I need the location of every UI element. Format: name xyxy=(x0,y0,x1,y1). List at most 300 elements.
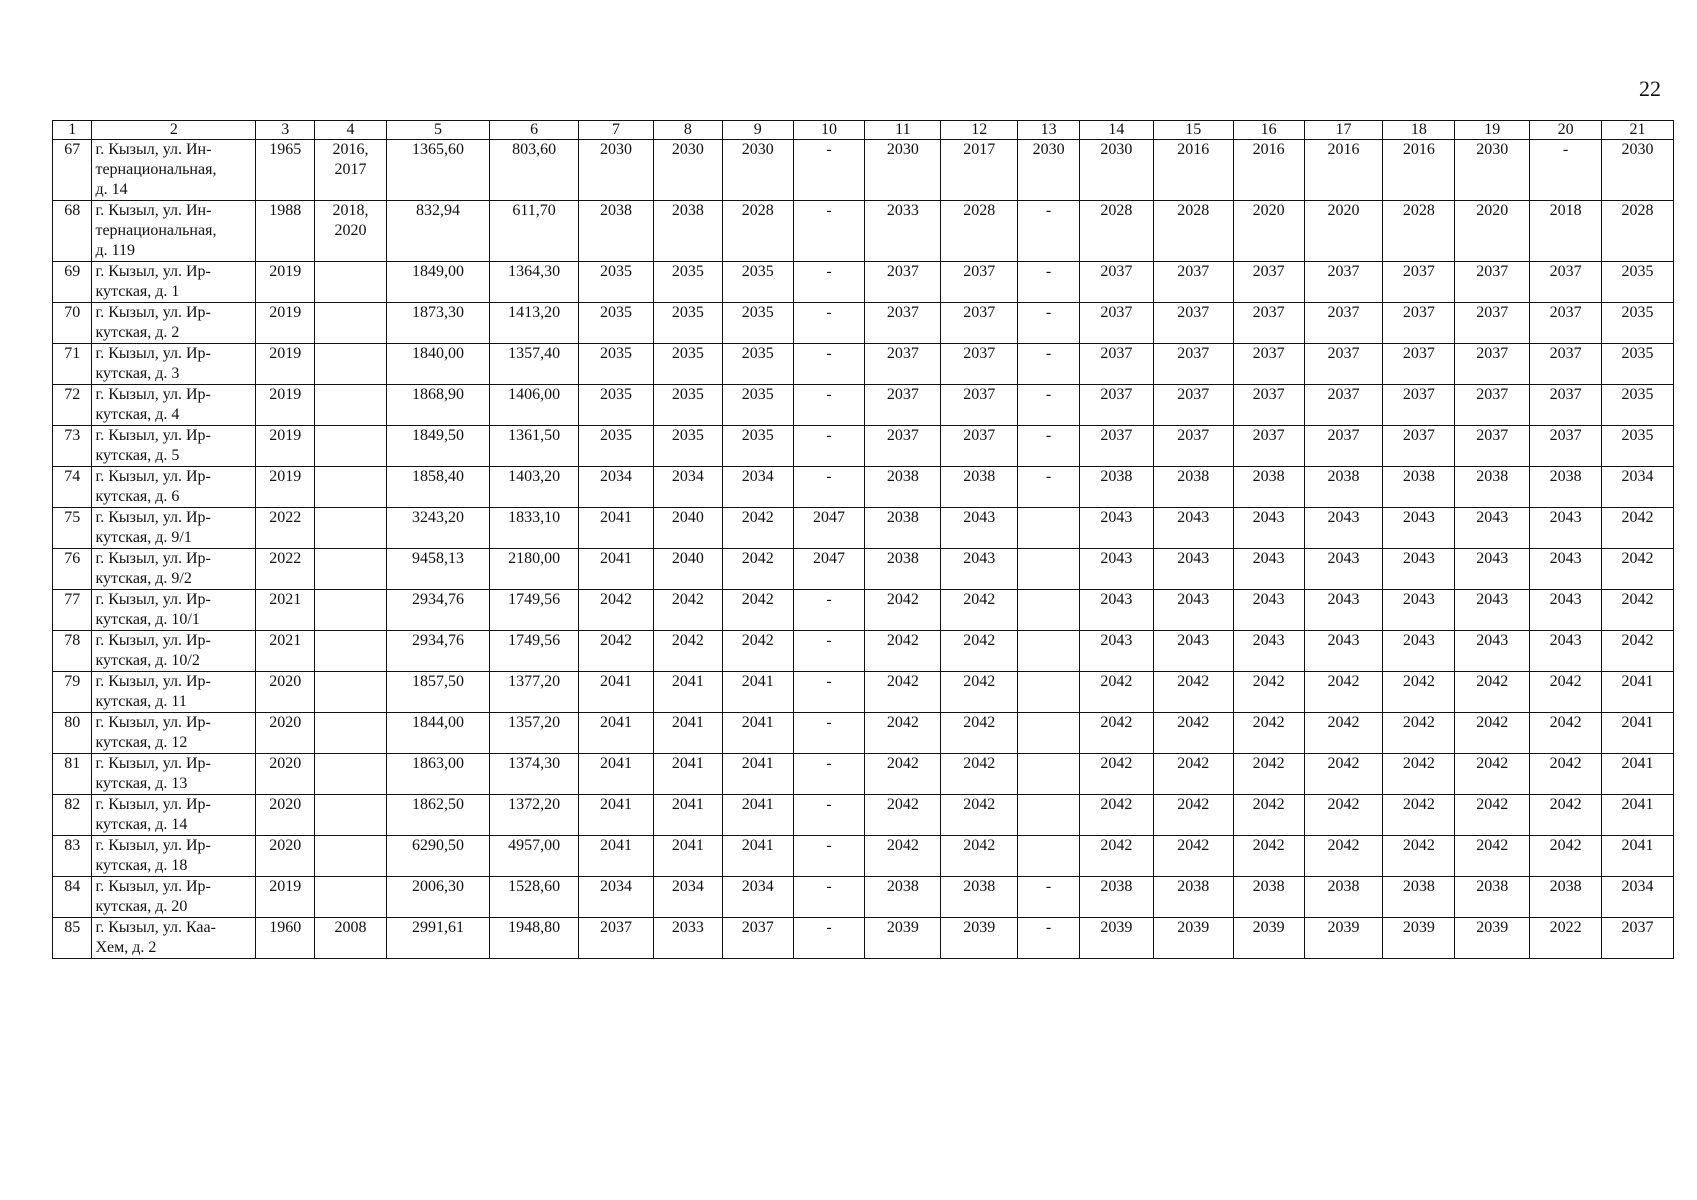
total-area-cell: 1840,00 xyxy=(386,344,489,385)
table-row xyxy=(53,590,1674,631)
address-cell-line: г. Кызыл, ул. Ир- xyxy=(95,263,211,280)
value-cell-col-8: 2035 xyxy=(653,303,722,344)
value-cell-col-17: 2043 xyxy=(1304,590,1383,631)
value-cell-col-21: 2035 xyxy=(1601,303,1673,344)
value-cell-col-9: 2034 xyxy=(722,467,793,508)
value-cell-col-10: - xyxy=(793,877,865,918)
value-cell-col-10: 2047 xyxy=(793,508,865,549)
value-cell-col-19: 2043 xyxy=(1455,508,1530,549)
value-cell-col-7: 2041 xyxy=(579,549,654,590)
value-cell-col-21: 2035 xyxy=(1601,385,1673,426)
value-cell-col-7: 2041 xyxy=(579,836,654,877)
year-built-cell: 2020 xyxy=(256,795,315,836)
value-cell-col-15: 2038 xyxy=(1153,877,1233,918)
value-cell-col-21: 2030 xyxy=(1601,140,1673,201)
value-cell-col-11: 2042 xyxy=(865,836,941,877)
address-cell xyxy=(92,713,256,754)
value-cell-col-18: 2042 xyxy=(1383,795,1455,836)
value-cell-col-17: 2042 xyxy=(1304,713,1383,754)
row-number: 70 xyxy=(53,303,92,344)
repair-years-cell xyxy=(315,303,387,344)
living-area-cell: 1374,30 xyxy=(490,754,579,795)
address-cell-line: кутская, д. 6 xyxy=(95,488,180,505)
value-cell-col-16: 2038 xyxy=(1233,467,1304,508)
value-cell-col-9: 2035 xyxy=(722,426,793,467)
value-cell-col-14: 2038 xyxy=(1079,877,1153,918)
address-cell xyxy=(92,426,256,467)
value-cell-col-13 xyxy=(1018,795,1080,836)
value-cell-col-7: 2035 xyxy=(579,344,654,385)
value-cell-col-16: 2043 xyxy=(1233,549,1304,590)
value-cell-col-12: 2042 xyxy=(941,590,1018,631)
value-cell-col-17: 2042 xyxy=(1304,754,1383,795)
value-cell-col-18: 2043 xyxy=(1383,508,1455,549)
value-cell-col-15: 2042 xyxy=(1153,672,1233,713)
value-cell-col-14: 2028 xyxy=(1079,201,1153,262)
row-number: 73 xyxy=(53,426,92,467)
value-cell-col-16: 2043 xyxy=(1233,590,1304,631)
address-cell-line: кутская, д. 4 xyxy=(95,406,180,423)
value-cell-col-12: 2043 xyxy=(941,508,1018,549)
address-cell-line: д. 119 xyxy=(95,242,135,259)
address-cell xyxy=(92,918,256,959)
year-built-cell: 2021 xyxy=(256,590,315,631)
address-cell-line: д. 14 xyxy=(95,181,128,198)
value-cell-col-19: 2020 xyxy=(1455,201,1530,262)
value-cell-col-13: - xyxy=(1018,344,1080,385)
value-cell-col-10: - xyxy=(793,262,865,303)
year-built-cell: 2020 xyxy=(256,836,315,877)
table-row xyxy=(53,344,1674,385)
row-number: 79 xyxy=(53,672,92,713)
value-cell-col-12: 2017 xyxy=(941,140,1018,201)
value-cell-col-21: 2041 xyxy=(1601,713,1673,754)
value-cell-col-21: 2042 xyxy=(1601,549,1673,590)
value-cell-col-10: - xyxy=(793,344,865,385)
value-cell-col-11: 2038 xyxy=(865,467,941,508)
address-cell-line: кутская, д. 10/1 xyxy=(95,611,200,628)
value-cell-col-19: 2042 xyxy=(1455,795,1530,836)
address-cell-line: кутская, д. 2 xyxy=(95,324,180,341)
value-cell-col-10: - xyxy=(793,795,865,836)
value-cell-col-20: 2042 xyxy=(1530,795,1602,836)
repair-years-cell xyxy=(315,918,387,959)
value-cell-col-12: 2042 xyxy=(941,754,1018,795)
value-cell-col-13: - xyxy=(1018,426,1080,467)
value-cell-col-11: 2037 xyxy=(865,303,941,344)
value-cell-col-17: 2042 xyxy=(1304,672,1383,713)
value-cell-col-16: 2043 xyxy=(1233,508,1304,549)
repair-years-cell xyxy=(315,754,387,795)
value-cell-col-12: 2037 xyxy=(941,344,1018,385)
column-header-16: 16 xyxy=(1233,121,1304,140)
value-cell-col-7: 2035 xyxy=(579,303,654,344)
value-cell-col-14: 2037 xyxy=(1079,344,1153,385)
value-cell-col-20: 2042 xyxy=(1530,672,1602,713)
living-area-cell: 1406,00 xyxy=(490,385,579,426)
value-cell-col-9: 2041 xyxy=(722,795,793,836)
year-built-cell: 2019 xyxy=(256,344,315,385)
column-header-10: 10 xyxy=(793,121,865,140)
value-cell-col-16: 2042 xyxy=(1233,754,1304,795)
value-cell-col-9: 2041 xyxy=(722,713,793,754)
address-cell-line: г. Кызыл, ул. Ир- xyxy=(95,796,211,813)
repair-years-cell xyxy=(315,344,387,385)
table-row xyxy=(53,385,1674,426)
value-cell-col-20: 2042 xyxy=(1530,754,1602,795)
value-cell-col-14: 2043 xyxy=(1079,508,1153,549)
value-cell-col-16: 2016 xyxy=(1233,140,1304,201)
column-header-4: 4 xyxy=(315,121,387,140)
value-cell-col-14: 2038 xyxy=(1079,467,1153,508)
total-area-cell: 3243,20 xyxy=(386,508,489,549)
repair-years-cell xyxy=(315,262,387,303)
value-cell-col-8: 2035 xyxy=(653,344,722,385)
value-cell-col-21: 2041 xyxy=(1601,754,1673,795)
address-cell-line: г. Кызыл, ул. Ир- xyxy=(95,673,211,690)
value-cell-col-8: 2040 xyxy=(653,549,722,590)
value-cell-col-21: 2042 xyxy=(1601,631,1673,672)
value-cell-col-17: 2043 xyxy=(1304,631,1383,672)
value-cell-col-13: 2030 xyxy=(1018,140,1080,201)
address-cell-line: г. Кызыл, ул. Ир- xyxy=(95,591,211,608)
value-cell-col-13 xyxy=(1018,508,1080,549)
year-built-cell: 2020 xyxy=(256,713,315,754)
year-built-cell: 2019 xyxy=(256,385,315,426)
value-cell-col-16: 2039 xyxy=(1233,918,1304,959)
value-cell-col-16: 2020 xyxy=(1233,201,1304,262)
row-number: 76 xyxy=(53,549,92,590)
value-cell-col-19: 2037 xyxy=(1455,344,1530,385)
value-cell-col-8: 2042 xyxy=(653,590,722,631)
value-cell-col-14: 2039 xyxy=(1079,918,1153,959)
value-cell-col-18: 2037 xyxy=(1383,303,1455,344)
value-cell-col-7: 2042 xyxy=(579,631,654,672)
value-cell-col-21: 2028 xyxy=(1601,201,1673,262)
value-cell-col-14: 2042 xyxy=(1079,795,1153,836)
column-header-11: 11 xyxy=(865,121,941,140)
value-cell-col-14: 2042 xyxy=(1079,713,1153,754)
repair-years-cell-line: 2018, xyxy=(332,202,369,219)
address-cell-line: г. Кызыл, ул. Ир- xyxy=(95,878,211,895)
value-cell-col-19: 2037 xyxy=(1455,426,1530,467)
column-header-5: 5 xyxy=(386,121,489,140)
value-cell-col-12: 2037 xyxy=(941,303,1018,344)
table-row xyxy=(53,303,1674,344)
address-cell xyxy=(92,631,256,672)
address-cell-line: г. Кызыл, ул. Ир- xyxy=(95,468,211,485)
living-area-cell: 1833,10 xyxy=(490,508,579,549)
living-area-cell: 4957,00 xyxy=(490,836,579,877)
living-area-cell: 1372,20 xyxy=(490,795,579,836)
row-number: 85 xyxy=(53,918,92,959)
row-number: 82 xyxy=(53,795,92,836)
address-cell-line: г. Кызыл, ул. Ин- xyxy=(95,202,212,219)
value-cell-col-8: 2041 xyxy=(653,754,722,795)
value-cell-col-9: 2035 xyxy=(722,262,793,303)
address-cell-line: кутская, д. 5 xyxy=(95,447,180,464)
address-cell-line: кутская, д. 13 xyxy=(95,775,188,792)
value-cell-col-14: 2037 xyxy=(1079,385,1153,426)
value-cell-col-8: 2041 xyxy=(653,795,722,836)
address-cell-line: г. Кызыл, ул. Ир- xyxy=(95,386,211,403)
value-cell-col-8: 2030 xyxy=(653,140,722,201)
value-cell-col-20: 2037 xyxy=(1530,385,1602,426)
value-cell-col-15: 2037 xyxy=(1153,385,1233,426)
value-cell-col-10: - xyxy=(793,631,865,672)
column-header-21: 21 xyxy=(1601,121,1673,140)
value-cell-col-8: 2038 xyxy=(653,201,722,262)
value-cell-col-8: 2035 xyxy=(653,426,722,467)
value-cell-col-18: 2037 xyxy=(1383,262,1455,303)
address-cell-line: кутская, д. 3 xyxy=(95,365,180,382)
value-cell-col-9: 2037 xyxy=(722,918,793,959)
value-cell-col-18: 2016 xyxy=(1383,140,1455,201)
value-cell-col-20: 2037 xyxy=(1530,344,1602,385)
value-cell-col-18: 2042 xyxy=(1383,836,1455,877)
address-cell xyxy=(92,754,256,795)
value-cell-col-7: 2035 xyxy=(579,262,654,303)
value-cell-col-13: - xyxy=(1018,918,1080,959)
address-cell-line: кутская, д. 11 xyxy=(95,693,187,710)
total-area-cell: 1868,90 xyxy=(386,385,489,426)
value-cell-col-20: 2037 xyxy=(1530,426,1602,467)
value-cell-col-12: 2042 xyxy=(941,713,1018,754)
value-cell-col-14: 2037 xyxy=(1079,262,1153,303)
value-cell-col-7: 2035 xyxy=(579,426,654,467)
address-cell-line: г. Кызыл, ул. Ир- xyxy=(95,304,211,321)
value-cell-col-19: 2042 xyxy=(1455,754,1530,795)
value-cell-col-8: 2041 xyxy=(653,672,722,713)
living-area-cell: 1357,40 xyxy=(490,344,579,385)
value-cell-col-9: 2035 xyxy=(722,344,793,385)
value-cell-col-13: - xyxy=(1018,877,1080,918)
year-built-cell: 2020 xyxy=(256,754,315,795)
repair-years-cell-line: 2008 xyxy=(334,919,367,936)
column-header-1: 1 xyxy=(53,121,92,140)
total-area-cell: 832,94 xyxy=(386,201,489,262)
value-cell-col-21: 2035 xyxy=(1601,426,1673,467)
table-row xyxy=(53,631,1674,672)
row-number: 80 xyxy=(53,713,92,754)
value-cell-col-9: 2041 xyxy=(722,754,793,795)
value-cell-col-21: 2041 xyxy=(1601,795,1673,836)
value-cell-col-7: 2034 xyxy=(579,877,654,918)
address-cell-line: кутская, д. 10/2 xyxy=(95,652,200,669)
total-area-cell: 1365,60 xyxy=(386,140,489,201)
living-area-cell: 2180,00 xyxy=(490,549,579,590)
value-cell-col-13 xyxy=(1018,713,1080,754)
value-cell-col-15: 2016 xyxy=(1153,140,1233,201)
year-built-cell: 1960 xyxy=(256,918,315,959)
value-cell-col-20: 2038 xyxy=(1530,467,1602,508)
address-cell-line: кутская, д. 18 xyxy=(95,857,188,874)
value-cell-col-10: - xyxy=(793,467,865,508)
value-cell-col-9: 2030 xyxy=(722,140,793,201)
address-cell-line: г. Кызыл, ул. Ир- xyxy=(95,427,211,444)
year-built-cell: 2021 xyxy=(256,631,315,672)
value-cell-col-13 xyxy=(1018,590,1080,631)
repair-years-cell xyxy=(315,549,387,590)
value-cell-col-15: 2042 xyxy=(1153,795,1233,836)
value-cell-col-18: 2039 xyxy=(1383,918,1455,959)
repair-years-cell xyxy=(315,508,387,549)
page-number: 22 xyxy=(1639,76,1661,101)
living-area-cell: 611,70 xyxy=(490,201,579,262)
value-cell-col-16: 2042 xyxy=(1233,836,1304,877)
value-cell-col-19: 2037 xyxy=(1455,262,1530,303)
value-cell-col-15: 2042 xyxy=(1153,713,1233,754)
row-number: 84 xyxy=(53,877,92,918)
address-cell-line: тернациональная, xyxy=(95,161,217,178)
value-cell-col-18: 2028 xyxy=(1383,201,1455,262)
value-cell-col-11: 2033 xyxy=(865,201,941,262)
address-cell xyxy=(92,385,256,426)
value-cell-col-10: 2047 xyxy=(793,549,865,590)
value-cell-col-15: 2028 xyxy=(1153,201,1233,262)
value-cell-col-7: 2041 xyxy=(579,754,654,795)
value-cell-col-11: 2037 xyxy=(865,344,941,385)
value-cell-col-7: 2041 xyxy=(579,795,654,836)
value-cell-col-9: 2041 xyxy=(722,836,793,877)
address-cell-line: кутская, д. 12 xyxy=(95,734,188,751)
value-cell-col-18: 2037 xyxy=(1383,385,1455,426)
value-cell-col-20: 2038 xyxy=(1530,877,1602,918)
total-area-cell: 2991,61 xyxy=(386,918,489,959)
value-cell-col-17: 2037 xyxy=(1304,385,1383,426)
row-number: 83 xyxy=(53,836,92,877)
repair-years-cell-line: 2016, xyxy=(332,141,369,158)
value-cell-col-7: 2042 xyxy=(579,590,654,631)
value-cell-col-17: 2042 xyxy=(1304,795,1383,836)
value-cell-col-7: 2041 xyxy=(579,713,654,754)
value-cell-col-17: 2037 xyxy=(1304,262,1383,303)
value-cell-col-20: 2043 xyxy=(1530,508,1602,549)
value-cell-col-12: 2042 xyxy=(941,672,1018,713)
value-cell-col-10: - xyxy=(793,201,865,262)
value-cell-col-20: 2043 xyxy=(1530,549,1602,590)
address-cell xyxy=(92,795,256,836)
value-cell-col-19: 2030 xyxy=(1455,140,1530,201)
address-cell-line: тернациональная, xyxy=(95,222,217,239)
value-cell-col-19: 2037 xyxy=(1455,385,1530,426)
value-cell-col-19: 2042 xyxy=(1455,836,1530,877)
value-cell-col-12: 2043 xyxy=(941,549,1018,590)
value-cell-col-14: 2042 xyxy=(1079,836,1153,877)
value-cell-col-14: 2042 xyxy=(1079,672,1153,713)
value-cell-col-11: 2042 xyxy=(865,672,941,713)
row-number: 71 xyxy=(53,344,92,385)
value-cell-col-18: 2042 xyxy=(1383,672,1455,713)
value-cell-col-15: 2043 xyxy=(1153,631,1233,672)
value-cell-col-10: - xyxy=(793,672,865,713)
value-cell-col-17: 2037 xyxy=(1304,426,1383,467)
value-cell-col-11: 2038 xyxy=(865,877,941,918)
repair-schedule-table xyxy=(52,120,1674,959)
repair-years-cell-line: 2017 xyxy=(334,161,367,178)
repair-years-cell xyxy=(315,426,387,467)
repair-years-cell-line: 2020 xyxy=(334,222,367,239)
value-cell-col-21: 2041 xyxy=(1601,836,1673,877)
living-area-cell: 1377,20 xyxy=(490,672,579,713)
value-cell-col-8: 2033 xyxy=(653,918,722,959)
address-cell-line: кутская, д. 9/2 xyxy=(95,570,192,587)
value-cell-col-16: 2037 xyxy=(1233,262,1304,303)
value-cell-col-21: 2035 xyxy=(1601,344,1673,385)
value-cell-col-15: 2037 xyxy=(1153,344,1233,385)
living-area-cell: 1357,20 xyxy=(490,713,579,754)
value-cell-col-17: 2043 xyxy=(1304,508,1383,549)
table-row xyxy=(53,918,1674,959)
row-number: 77 xyxy=(53,590,92,631)
value-cell-col-12: 2038 xyxy=(941,467,1018,508)
year-built-cell: 1965 xyxy=(256,140,315,201)
value-cell-col-11: 2037 xyxy=(865,262,941,303)
table-row xyxy=(53,201,1674,262)
value-cell-col-16: 2042 xyxy=(1233,795,1304,836)
column-header-7: 7 xyxy=(579,121,654,140)
value-cell-col-9: 2035 xyxy=(722,385,793,426)
value-cell-col-16: 2037 xyxy=(1233,344,1304,385)
address-cell-line: г. Кызыл, ул. Ир- xyxy=(95,509,211,526)
column-header-12: 12 xyxy=(941,121,1018,140)
column-header-18: 18 xyxy=(1383,121,1455,140)
address-cell xyxy=(92,590,256,631)
repair-years-cell xyxy=(315,795,387,836)
living-area-cell: 1948,80 xyxy=(490,918,579,959)
table-row xyxy=(53,795,1674,836)
value-cell-col-19: 2043 xyxy=(1455,631,1530,672)
value-cell-col-19: 2038 xyxy=(1455,467,1530,508)
column-header-13: 13 xyxy=(1018,121,1080,140)
living-area-cell: 1364,30 xyxy=(490,262,579,303)
address-cell-line: г. Кызыл, ул. Ир- xyxy=(95,837,211,854)
address-cell xyxy=(92,877,256,918)
value-cell-col-18: 2043 xyxy=(1383,631,1455,672)
repair-years-cell xyxy=(315,877,387,918)
value-cell-col-17: 2037 xyxy=(1304,303,1383,344)
address-cell xyxy=(92,140,256,201)
value-cell-col-20: - xyxy=(1530,140,1602,201)
year-built-cell: 2022 xyxy=(256,549,315,590)
value-cell-col-13 xyxy=(1018,672,1080,713)
total-area-cell: 9458,13 xyxy=(386,549,489,590)
table-row xyxy=(53,140,1674,201)
table-row xyxy=(53,672,1674,713)
value-cell-col-11: 2039 xyxy=(865,918,941,959)
table-row xyxy=(53,836,1674,877)
value-cell-col-15: 2037 xyxy=(1153,262,1233,303)
value-cell-col-15: 2043 xyxy=(1153,549,1233,590)
value-cell-col-12: 2037 xyxy=(941,426,1018,467)
value-cell-col-15: 2038 xyxy=(1153,467,1233,508)
value-cell-col-17: 2042 xyxy=(1304,836,1383,877)
value-cell-col-15: 2042 xyxy=(1153,754,1233,795)
address-cell-line: г. Кызыл, ул. Ир- xyxy=(95,345,211,362)
repair-years-cell xyxy=(315,385,387,426)
value-cell-col-12: 2042 xyxy=(941,795,1018,836)
value-cell-col-14: 2037 xyxy=(1079,303,1153,344)
value-cell-col-11: 2042 xyxy=(865,795,941,836)
address-cell xyxy=(92,262,256,303)
value-cell-col-16: 2037 xyxy=(1233,426,1304,467)
repair-years-cell xyxy=(315,836,387,877)
table-row xyxy=(53,754,1674,795)
value-cell-col-19: 2038 xyxy=(1455,877,1530,918)
value-cell-col-16: 2037 xyxy=(1233,385,1304,426)
row-number: 81 xyxy=(53,754,92,795)
value-cell-col-12: 2037 xyxy=(941,262,1018,303)
